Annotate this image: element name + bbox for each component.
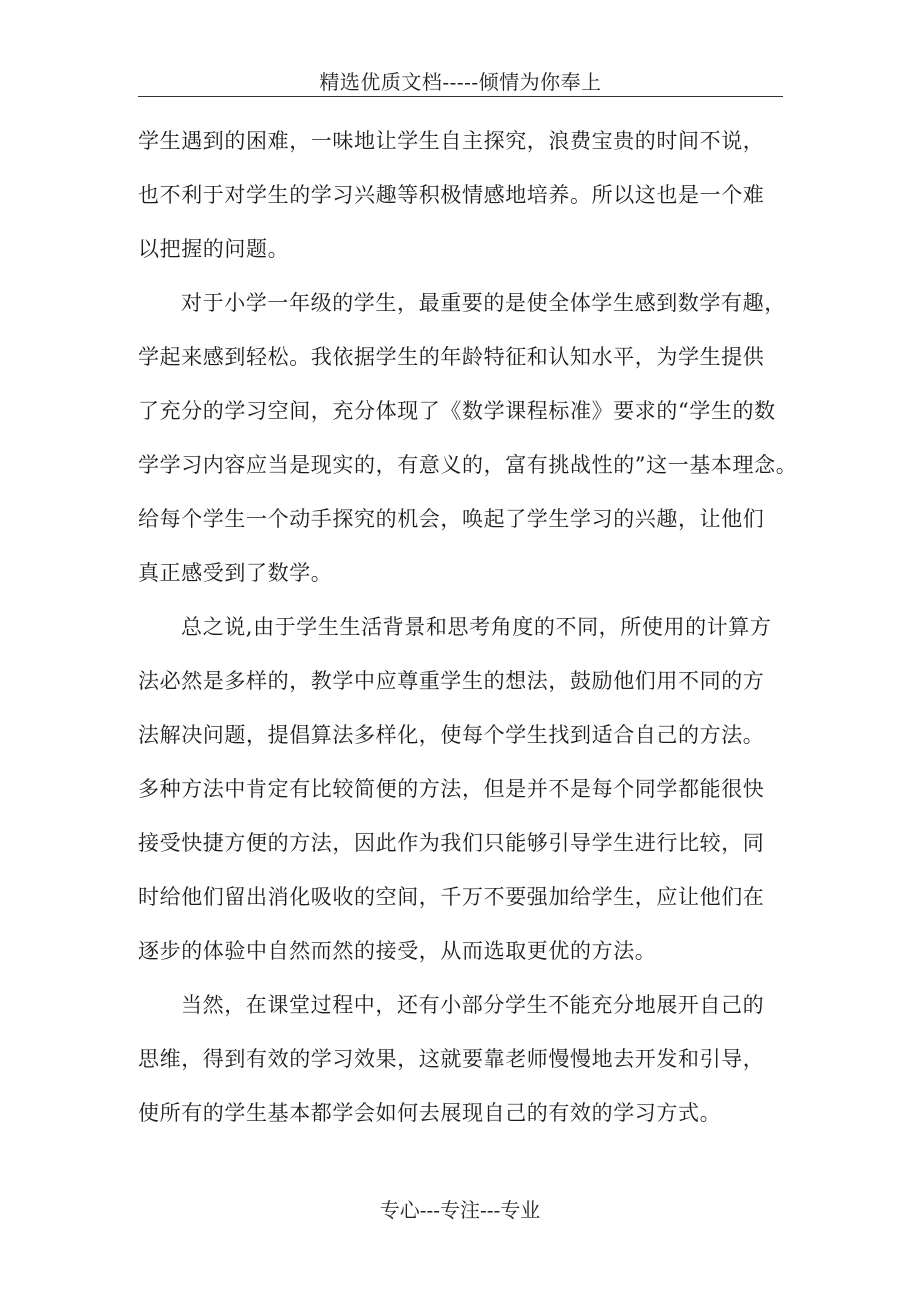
text-line: 使所有的学生基本都学会如何去展现自己的有效的学习方式。 <box>138 1101 722 1125</box>
text-line: 对于小学一年级的学生，最重要的是使全体学生感到数学有趣， <box>181 291 786 315</box>
header-divider <box>138 96 783 97</box>
page-footer: 专心---专注---专业 <box>379 1198 541 1222</box>
text-line: 总之说,由于学生生活背景和思考角度的不同，所使用的计算方 <box>181 615 772 639</box>
text-line: 接受快捷方便的方法，因此作为我们只能够引导学生进行比较，同 <box>138 831 765 855</box>
text-line: 法必然是多样的，教学中应尊重学生的想法，鼓励他们用不同的方 <box>138 669 765 693</box>
text-line: 以把握的问题。 <box>138 237 290 261</box>
text-line: 学学习内容应当是现实的，有意义的，富有挑战性的”这一基本理念。 <box>138 453 798 477</box>
text-line: 法解决问题，提倡算法多样化，使每个学生找到适合自己的方法。 <box>138 723 765 747</box>
text-line: 思维，得到有效的学习效果，这就要靠老师慢慢地去开发和引导， <box>138 1047 765 1071</box>
text-line: 逐步的体验中自然而然的接受，从而选取更优的方法。 <box>138 939 657 963</box>
text-line: 学起来感到轻松。我依据学生的年龄特征和认知水平，为学生提供 <box>138 345 765 369</box>
text-line: 真正感受到了数学。 <box>138 561 333 585</box>
document-body <box>138 114 798 1140</box>
text-line: 给每个学生一个动手探究的机会，唤起了学生学习的兴趣，让他们 <box>138 507 765 531</box>
text-line: 时给他们留出消化吸收的空间，千万不要强加给学生，应让他们在 <box>138 885 765 909</box>
text-line: 多种方法中肯定有比较简便的方法，但是并不是每个同学都能很快 <box>138 777 765 801</box>
text-line: 了充分的学习空间，充分体现了《数学课程标准》要求的“学生的数 <box>138 399 776 423</box>
page-header: 精选优质文档-----倾情为你奉上 <box>319 70 602 94</box>
text-line: 也不利于对学生的学习兴趣等积极情感地培养。所以这也是一个难 <box>138 183 765 207</box>
text-line: 学生遇到的困难，一味地让学生自主探究，浪费宝贵的时间不说， <box>138 129 765 153</box>
text-line: 当然，在课堂过程中，还有小部分学生不能充分地展开自己的 <box>181 993 765 1017</box>
